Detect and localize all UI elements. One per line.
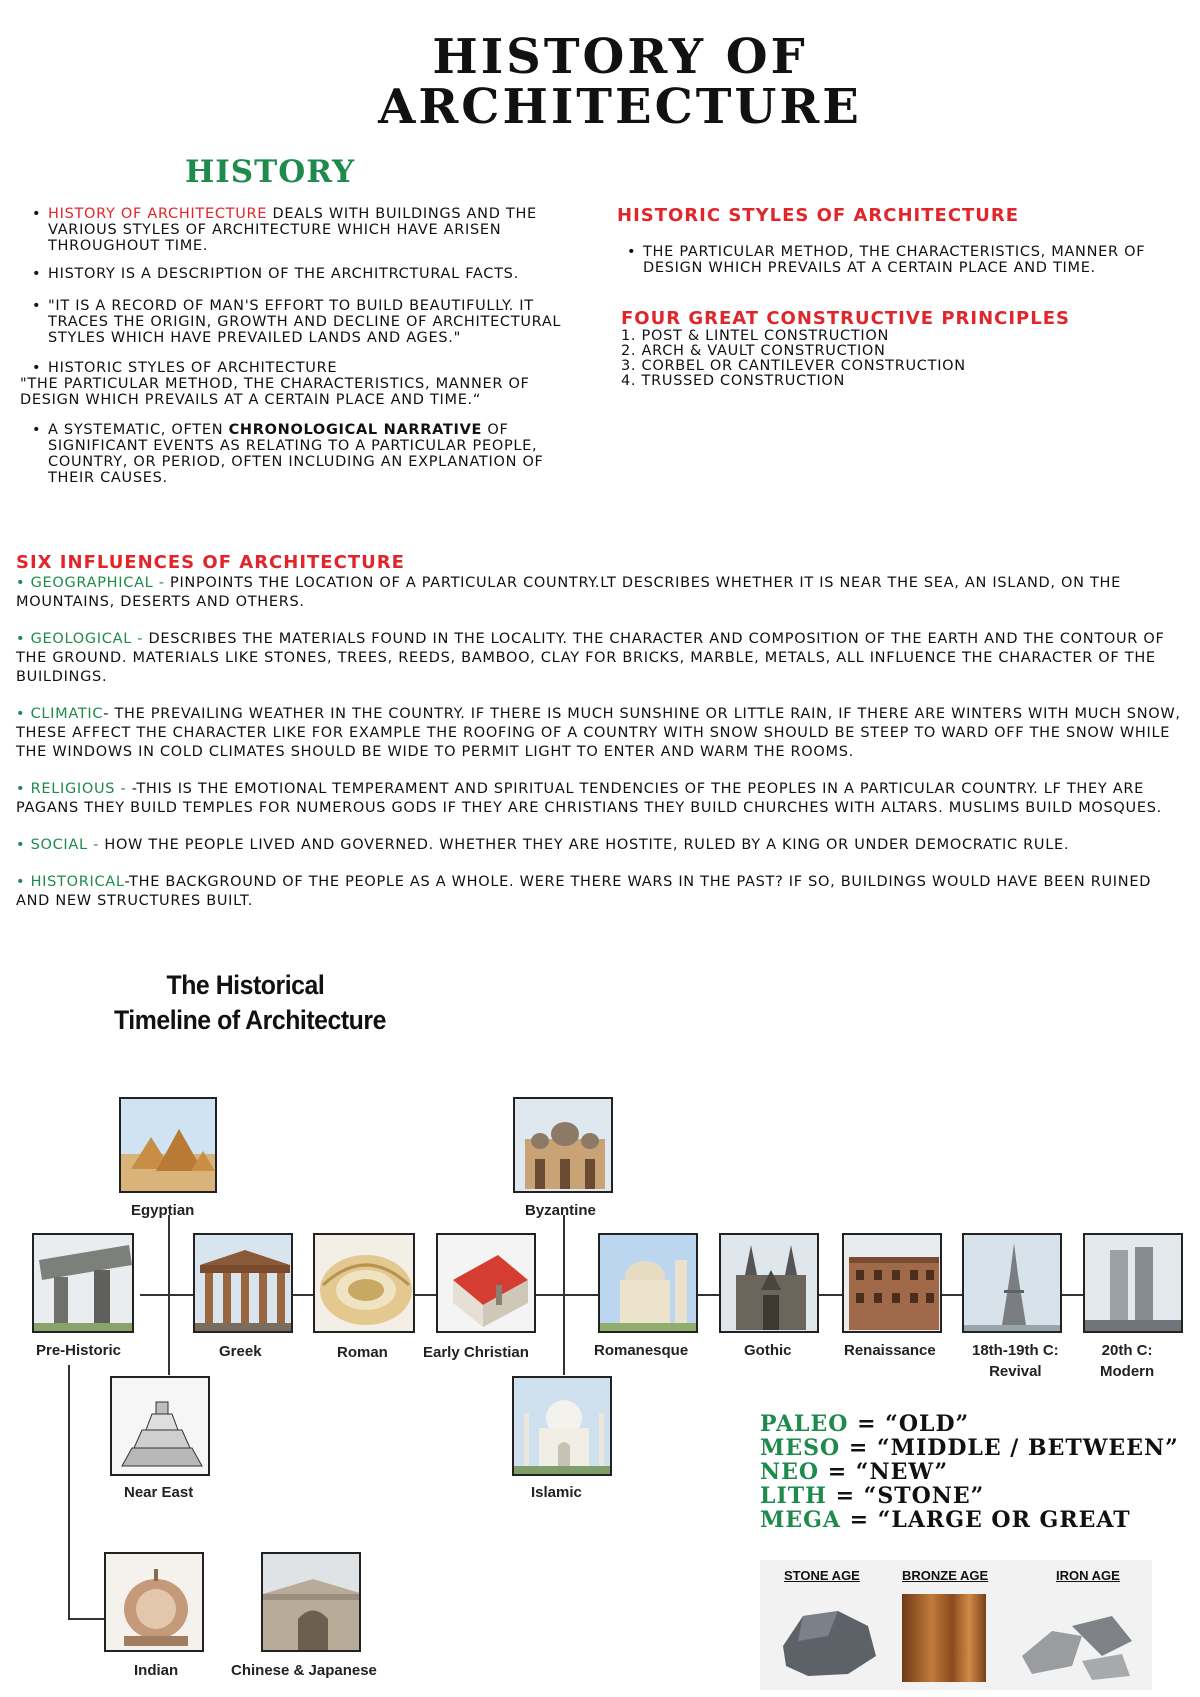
title-line-2: ARCHITECTURE: [378, 79, 862, 135]
history-bullet-1-text: DEALS WITH BUILDINGS AND THE VARIOUS STYLES OF ARCHITECTURE WHICH HAVE ARISEN THROUGHOUT TIME.: [48, 206, 537, 254]
principle-item: 3. CORBEL OR CANTILEVER CONSTRUCTION: [621, 358, 966, 374]
timeline-prehistoric-branch: [68, 1365, 70, 1620]
influences-list: [16, 574, 1186, 929]
stone-age-label: STONE AGE: [784, 1568, 860, 1583]
prefix-meaning: = “STONE”: [826, 1483, 985, 1509]
timeline-title-line-2: Timeline of Architecture: [114, 1005, 386, 1035]
label-modern-top: 20th C:: [1101, 1342, 1153, 1359]
historic-styles-block: [627, 244, 1167, 276]
label-roman: Roman: [337, 1344, 388, 1361]
label-chinese-japanese: Chinese & Japanese: [231, 1662, 377, 1679]
label-prehistoric: Pre-Historic: [36, 1342, 122, 1359]
islamic-thumbnail: [512, 1376, 612, 1476]
timeline-byzantine-connector: [563, 1215, 565, 1375]
influence-historical: • HISTORICAL-THE BACKGROUND OF THE PEOPLE AS A WHOLE. WERE THERE WARS IN THE PAST? IF SO, BUILDINGS WOULD HAVE BEEN RUINED AND NEW STRUCTURES BUILT.: [16, 874, 1152, 909]
history-bullet-1: [32, 206, 562, 254]
label-modern: [1100, 1342, 1154, 1380]
historic-styles-quote: "THE PARTICULAR METHOD, THE CHARACTERISTICS, MANNER OF DESIGN WHICH PREVAILS AT A CERTAIN PLACE AND TIME.“: [20, 376, 530, 408]
influence-label: GEOGRAPHICAL -: [30, 575, 171, 591]
history-bullet-4: [32, 360, 562, 376]
title-line-1: HISTORY OF: [432, 29, 808, 85]
prefix-term: PALEO: [760, 1411, 849, 1437]
label-revival-top: 18th-19th C:: [972, 1342, 1059, 1359]
influence-text: -THIS IS THE EMOTIONAL TEMPERAMENT AND SPIRITUAL TENDENCIES OF THE PEOPLES IN A PARTICULAR COUNTRY. LF THEY ARE PAGANS THEY BUILD TEMPLES FOR NUMEROUS GODS IF THEY ARE CHRISTIANS THEY BUILD CHURCHES WITH ALTARS. MUSLIMS BUILD MOSQUES.: [16, 781, 1162, 816]
prefix-term: NEO: [760, 1459, 820, 1485]
influence-geological: • GEOLOGICAL - DESCRIBES THE MATERIALS FOUND IN THE LOCALITY. THE CHARACTER AND COMPOSITION OF THE EARTH AND THE CONTOUR OF THE GROUND. MATERIALS LIKE STONES, TREES, REEDS, BAMBOO, CLAY FOR BRICKS, MARBLE, METALS, ALL INFLUENCE THE CHARACTER OF THE BUILDINGS.: [16, 631, 1165, 685]
egyptian-thumbnail: [119, 1097, 217, 1193]
label-early-christian: Early Christian: [423, 1344, 529, 1361]
iron-age-metal-icon: [1012, 1596, 1142, 1682]
early-christian-thumbnail: [436, 1233, 536, 1333]
influences-heading: SIX INFLUENCES OF ARCHITECTURE: [16, 552, 405, 573]
history-of-architecture-highlight: HISTORY OF ARCHITECTURE: [48, 206, 268, 222]
influence-climatic: • CLIMATIC- THE PREVAILING WEATHER IN THE COUNTRY. IF THERE IS MUCH SUNSHINE OR LITTLE RAIN, IF THERE ARE WINTERS WITH MUCH SNOW, THESE AFFECT THE CHARACTER LIKE FOR EXAMPLE THE ROOFING OF A COUNTRY WITH SNOW SHOULD BE STEEP TO WARD OFF THE SNOW WHILE THE WINDOWS IN COLD CLIMATES SHOULD BE WIDE TO PERMIT LIGHT TO ENTER AND WARM THE ROOMS.: [16, 706, 1181, 760]
prefix-term: MESO: [760, 1435, 841, 1461]
prehistoric-thumbnail: [32, 1233, 134, 1333]
label-egyptian: Egyptian: [131, 1202, 195, 1219]
label-revival-bottom: Revival: [989, 1363, 1042, 1380]
principle-item: 1. POST & LINTEL CONSTRUCTION: [621, 328, 890, 344]
influence-label: RELIGIOUS -: [30, 781, 132, 797]
indian-thumbnail: [104, 1552, 204, 1652]
label-modern-bottom: Modern: [1100, 1363, 1155, 1380]
history-bullet-5: [32, 422, 562, 486]
history-bullet-2: [32, 266, 562, 282]
prefix-mega: [760, 1508, 1179, 1532]
influence-text: PINPOINTS THE LOCATION OF A PARTICULAR COUNTRY.LT DESCRIBES WHETHER IT IS NEAR THE SEA, AN ISLAND, ON THE MOUNTAINS, DESERTS AND OTHERS.: [16, 575, 1121, 610]
near-east-thumbnail: [110, 1376, 210, 1476]
prefix-term: LITH: [760, 1483, 827, 1509]
label-renaissance: Renaissance: [844, 1342, 936, 1359]
label-indian: Indian: [134, 1662, 179, 1679]
prefix-term: MEGA: [760, 1507, 841, 1533]
principle-item: 4. TRUSSED CONSTRUCTION: [621, 373, 846, 389]
chronological-narrative-highlight: CHRONOLOGICAL NARRATIVE: [228, 422, 483, 438]
timeline-egypt-connector: [168, 1215, 170, 1375]
timeline-title: [20, 970, 480, 1036]
label-greek: Greek: [219, 1343, 262, 1360]
principle-item: 2. ARCH & VAULT CONSTRUCTION: [621, 343, 886, 359]
influence-religious: • RELIGIOUS - -THIS IS THE EMOTIONAL TEMPERAMENT AND SPIRITUAL TENDENCIES OF THE PEOPLES IN A PARTICULAR COUNTRY. LF THEY ARE PAGANS THEY BUILD TEMPLES FOR NUMEROUS GODS IF THEY ARE CHRISTIANS THEY BUILD CHURCHES WITH ALTARS. MUSLIMS BUILD MOSQUES.: [16, 781, 1162, 816]
romanesque-thumbnail: [598, 1233, 698, 1333]
influence-text: -THE BACKGROUND OF THE PEOPLE AS A WHOLE. WERE THERE WARS IN THE PAST? IF SO, BUILDINGS WOULD HAVE BEEN RUINED AND NEW STRUCTURES BUILT.: [16, 874, 1152, 909]
history-bullet-2-text: HISTORY IS A DESCRIPTION OF THE ARCHITRCTURAL FACTS.: [48, 266, 519, 282]
principles-list: [621, 329, 966, 389]
influence-geographical: • GEOGRAPHICAL - PINPOINTS THE LOCATION OF A PARTICULAR COUNTRY.LT DESCRIBES WHETHER IT IS NEAR THE SEA, AN ISLAND, ON THE MOUNTAINS, DESERTS AND OTHERS.: [16, 575, 1121, 610]
revival-thumbnail: [962, 1233, 1062, 1333]
chinese-japanese-thumbnail: [261, 1552, 361, 1652]
history-bullets: [20, 206, 562, 486]
influence-text: HOW THE PEOPLE LIVED AND GOVERNED. WHETHER THEY ARE HOSTITE, RULED BY A KING OR UNDER DEMOCRATIC RULE.: [104, 837, 1070, 853]
history-bullet-4-text: HISTORIC STYLES OF ARCHITECTURE: [48, 360, 338, 376]
label-near-east: Near East: [124, 1484, 194, 1501]
prefix-meaning: = “NEW”: [819, 1459, 949, 1485]
label-islamic: Islamic: [531, 1484, 582, 1501]
historic-styles-bullet: • THE PARTICULAR METHOD, THE CHARACTERISTICS, MANNER OF DESIGN WHICH PREVAILS AT A CERTAIN PLACE AND TIME.: [627, 244, 1167, 276]
label-revival: [972, 1342, 1059, 1380]
prefix-meso: [760, 1436, 1179, 1460]
influence-social: • SOCIAL - HOW THE PEOPLE LIVED AND GOVERNED. WHETHER THEY ARE HOSTITE, RULED BY A KING OR UNDER DEMOCRATIC RULE.: [16, 837, 1070, 853]
history-bullet-5-pre: A SYSTEMATIC, OFTEN: [48, 422, 229, 438]
label-gothic: Gothic: [744, 1342, 792, 1359]
page-title: [0, 29, 1200, 135]
influence-label: SOCIAL -: [30, 837, 105, 853]
label-byzantine: Byzantine: [525, 1202, 596, 1219]
timeline-asia-branch: [68, 1618, 108, 1620]
principles-heading: FOUR GREAT CONSTRUCTIVE PRINCIPLES: [621, 308, 1070, 329]
prefix-definitions: [760, 1412, 1179, 1532]
prefix-paleo: [760, 1412, 1179, 1436]
history-bullet-3: [32, 298, 562, 346]
greek-thumbnail: [193, 1233, 293, 1333]
roman-thumbnail: [313, 1233, 415, 1333]
bronze-age-label: BRONZE AGE: [902, 1568, 989, 1583]
byzantine-thumbnail: [513, 1097, 613, 1193]
influence-label: HISTORICAL: [30, 874, 125, 890]
iron-age-label: IRON AGE: [1056, 1568, 1120, 1583]
historic-styles-heading: HISTORIC STYLES OF ARCHITECTURE: [617, 205, 1020, 226]
gothic-thumbnail: [719, 1233, 819, 1333]
influence-label: GEOLOGICAL -: [30, 631, 149, 647]
history-bullet-3-text: "IT IS A RECORD OF MAN'S EFFORT TO BUILD BEAUTIFULLY. IT TRACES THE ORIGIN, GROWTH AND DECLINE OF ARCHITECTURAL STYLES WHICH HAVE PREVAILED LANDS AND AGES.": [48, 298, 562, 346]
modern-thumbnail: [1083, 1233, 1183, 1333]
history-bullet-5-post: OF SIGNIFICANT EVENTS AS RELATING TO A PARTICULAR PEOPLE, COUNTRY, OR PERIOD, OFTEN INCLUDING AN EXPLANATION OF THEIR CAUSES.: [48, 422, 544, 486]
prefix-neo: [760, 1460, 1179, 1484]
influence-text: - THE PREVAILING WEATHER IN THE COUNTRY. IF THERE IS MUCH SUNSHINE OR LITTLE RAIN, IF THERE ARE WINTERS WITH MUCH SNOW, THESE AFFECT THE CHARACTER LIKE FOR EXAMPLE THE ROOFING OF A COUNTRY WITH SNOW SHOULD BE STEEP TO WARD OFF THE SNOW WHILE THE WINDOWS IN COLD CLIMATES SHOULD BE WIDE TO PERMIT LIGHT TO ENTER AND WARM THE ROOMS.: [16, 706, 1181, 760]
prefix-meaning: = “OLD”: [848, 1411, 970, 1437]
stone-age-rock-icon: [768, 1596, 888, 1682]
prefix-meaning: = “MIDDLE / BETWEEN”: [840, 1435, 1179, 1461]
renaissance-thumbnail: [842, 1233, 942, 1333]
history-heading: HISTORY: [185, 154, 356, 190]
ages-image: [760, 1560, 1152, 1690]
influence-label: CLIMATIC: [30, 706, 104, 722]
prefix-lith: [760, 1484, 1179, 1508]
label-romanesque: Romanesque: [594, 1342, 689, 1359]
influence-text: DESCRIBES THE MATERIALS FOUND IN THE LOCALITY. THE CHARACTER AND COMPOSITION OF THE EARTH AND THE CONTOUR OF THE GROUND. MATERIALS LIKE STONES, TREES, REEDS, BAMBOO, CLAY FOR BRICKS, MARBLE, METALS, ALL INFLUENCE THE CHARACTER OF THE BUILDINGS.: [16, 631, 1165, 685]
timeline-title-line-1: The Historical: [166, 970, 325, 1000]
bronze-age-metal-icon: [902, 1594, 986, 1682]
prefix-meaning: = “LARGE OR GREAT: [840, 1507, 1131, 1533]
